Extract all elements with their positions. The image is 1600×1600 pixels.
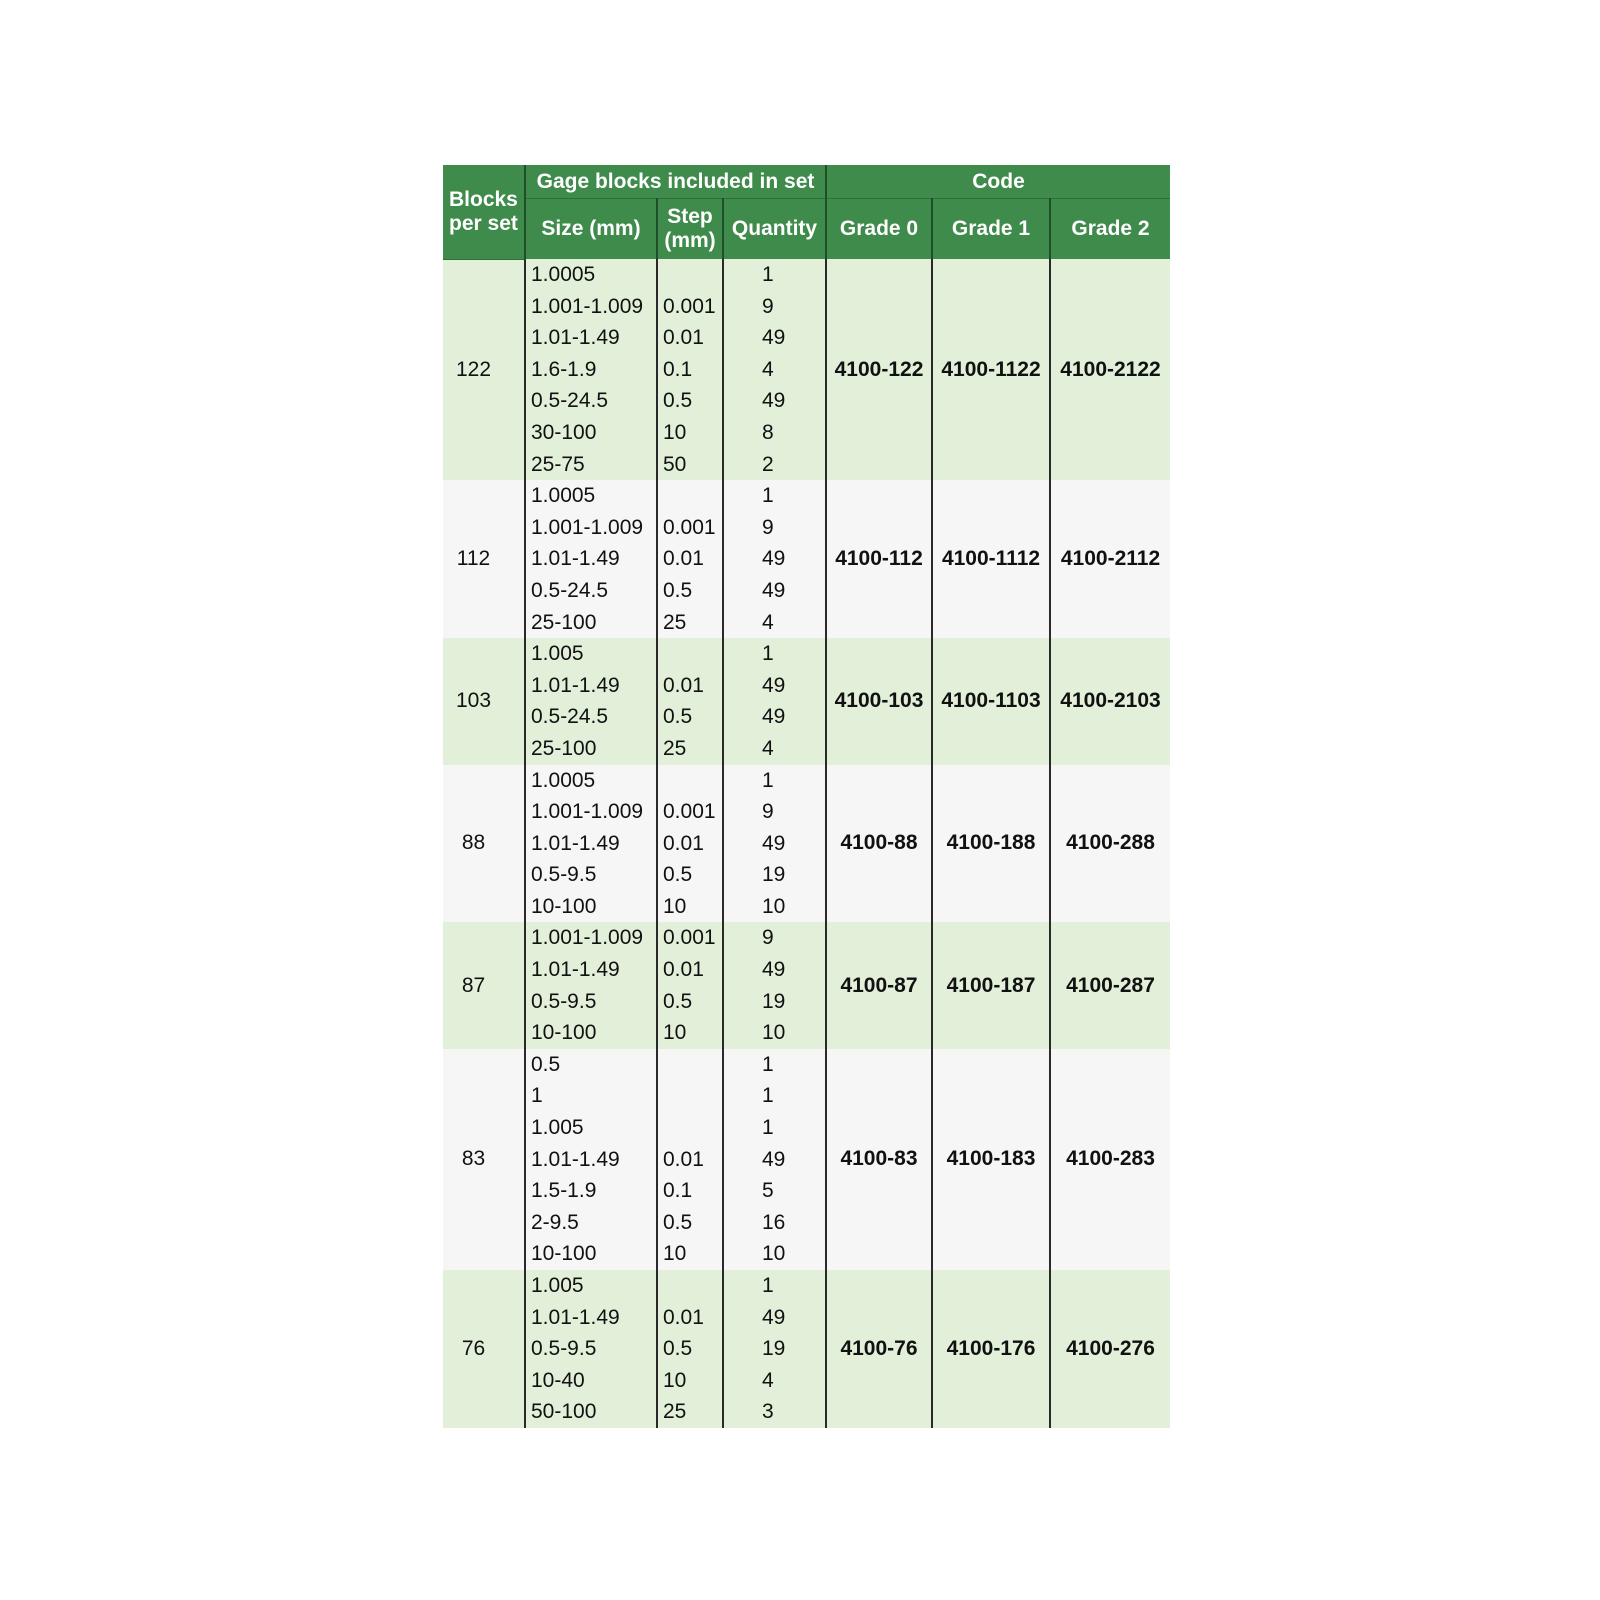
size-value: 1.01-1.49 — [531, 326, 620, 350]
quantity-value: 4 — [762, 1368, 774, 1392]
quantity-value: 49 — [762, 578, 786, 602]
step-value: 25 — [663, 1400, 687, 1424]
quantity-cell — [723, 765, 826, 923]
table-row — [443, 480, 1170, 638]
step-cell — [657, 1049, 723, 1270]
step-value: 10 — [663, 1242, 687, 1266]
quantity-value: 49 — [762, 673, 786, 697]
step-value: 0.5 — [663, 1210, 693, 1234]
quantity-value: 9 — [762, 800, 774, 824]
quantity-value: 8 — [762, 420, 774, 444]
size-value: 1 — [531, 1084, 543, 1108]
code-grade-0-cell: 4100-88 — [826, 765, 932, 923]
step-value: 0.01 — [663, 547, 704, 571]
size-value: 0.5-9.5 — [531, 863, 597, 887]
code-grade-0-cell: 4100-103 — [826, 638, 932, 764]
size-value: 1.005 — [531, 642, 584, 666]
size-value: 1.0005 — [531, 768, 596, 792]
quantity-cell — [723, 922, 826, 1048]
size-value: 1.005 — [531, 1116, 584, 1140]
quantity-value: 4 — [762, 736, 774, 760]
step-cell — [657, 922, 723, 1048]
code-grade-2-cell: 4100-2112 — [1050, 480, 1170, 638]
quantity-value: 4 — [762, 610, 774, 634]
code-grade-0-cell: 4100-83 — [826, 1049, 932, 1270]
quantity-value: 49 — [762, 326, 786, 350]
step-value — [663, 480, 722, 512]
blocks-per-set-cell: 112 — [443, 480, 525, 638]
step-cell — [657, 638, 723, 764]
step-value — [663, 1112, 722, 1144]
code-grade-2-cell: 4100-2122 — [1050, 259, 1170, 480]
size-value: 1.001-1.009 — [531, 800, 644, 824]
step-value: 0.01 — [663, 326, 704, 350]
step-value: 0.1 — [663, 1179, 693, 1203]
step-value: 0.001 — [663, 800, 716, 824]
step-cell — [657, 259, 723, 480]
code-grade-2-cell: 4100-288 — [1050, 765, 1170, 923]
size-value: 25-100 — [531, 736, 597, 760]
step-value: 0.01 — [663, 1147, 704, 1171]
size-value: 1.001-1.009 — [531, 294, 644, 318]
quantity-value: 1 — [762, 768, 774, 792]
size-value: 1.0005 — [531, 484, 596, 508]
size-value: 0.5-24.5 — [531, 389, 609, 413]
table-body — [443, 259, 1170, 1428]
size-value: 0.5-9.5 — [531, 989, 597, 1013]
quantity-cell — [723, 1049, 826, 1270]
quantity-value: 19 — [762, 863, 786, 887]
step-value: 10 — [663, 1368, 687, 1392]
step-value: 0.01 — [663, 958, 704, 982]
size-value: 10-40 — [531, 1368, 585, 1392]
step-value — [663, 259, 722, 291]
quantity-cell — [723, 638, 826, 764]
step-value: 0.001 — [663, 515, 716, 539]
size-value: 1.001-1.009 — [531, 926, 644, 950]
step-value: 0.01 — [663, 673, 704, 697]
quantity-value: 4 — [762, 357, 774, 381]
step-value — [663, 1080, 722, 1112]
size-value: 1.01-1.49 — [531, 673, 620, 697]
step-value: 0.001 — [663, 294, 716, 318]
code-grade-1-cell: 4100-1122 — [932, 259, 1050, 480]
quantity-value: 1 — [762, 642, 774, 666]
header-grade-1: Grade 1 — [932, 199, 1050, 260]
code-grade-1-cell: 4100-1112 — [932, 480, 1050, 638]
size-cell — [525, 480, 657, 638]
code-grade-1-cell: 4100-183 — [932, 1049, 1050, 1270]
header-grade-0: Grade 0 — [826, 199, 932, 260]
size-cell — [525, 1049, 657, 1270]
size-value: 25-100 — [531, 610, 597, 634]
step-value: 0.5 — [663, 389, 693, 413]
quantity-value: 1 — [762, 1116, 774, 1140]
code-grade-1-cell: 4100-187 — [932, 922, 1050, 1048]
size-cell — [525, 922, 657, 1048]
header-grade-2: Grade 2 — [1050, 199, 1170, 260]
quantity-value: 49 — [762, 831, 786, 855]
table-row — [443, 1049, 1170, 1270]
header-blocks-per-set: Blocks per set — [443, 165, 525, 259]
blocks-per-set-cell: 122 — [443, 259, 525, 480]
step-value: 0.01 — [663, 1305, 704, 1329]
size-value: 25-75 — [531, 452, 585, 476]
size-value: 1.0005 — [531, 263, 596, 286]
step-value: 0.5 — [663, 989, 693, 1013]
header-size: Size (mm) — [525, 199, 657, 260]
header-quantity: Quantity — [723, 199, 826, 260]
code-grade-2-cell: 4100-276 — [1050, 1270, 1170, 1428]
size-value: 0.5 — [531, 1052, 561, 1076]
quantity-value: 49 — [762, 705, 786, 729]
size-value: 1.01-1.49 — [531, 1305, 620, 1329]
size-value: 0.5-24.5 — [531, 705, 609, 729]
quantity-cell — [723, 480, 826, 638]
table-row — [443, 638, 1170, 764]
quantity-value: 1 — [762, 484, 774, 508]
size-value: 50-100 — [531, 1400, 597, 1424]
quantity-value: 9 — [762, 515, 774, 539]
size-cell — [525, 638, 657, 764]
quantity-value: 1 — [762, 1274, 774, 1297]
step-cell — [657, 480, 723, 638]
step-value: 25 — [663, 610, 687, 634]
size-value: 1.01-1.49 — [531, 958, 620, 982]
blocks-per-set-cell: 87 — [443, 922, 525, 1048]
size-value: 0.5-9.5 — [531, 1337, 597, 1361]
step-value — [663, 765, 722, 797]
code-grade-0-cell: 4100-87 — [826, 922, 932, 1048]
step-value: 50 — [663, 452, 687, 476]
quantity-value: 49 — [762, 958, 786, 982]
quantity-value: 9 — [762, 294, 774, 318]
code-grade-1-cell: 4100-188 — [932, 765, 1050, 923]
step-value — [663, 1049, 722, 1081]
quantity-value: 1 — [762, 263, 774, 286]
step-value: 10 — [663, 420, 687, 444]
quantity-value: 10 — [762, 1242, 786, 1266]
size-value: 1.001-1.009 — [531, 515, 644, 539]
size-value: 1.005 — [531, 1274, 584, 1297]
step-value: 0.5 — [663, 705, 693, 729]
size-value: 1.01-1.49 — [531, 831, 620, 855]
header-gage-blocks-included: Gage blocks included in set — [525, 165, 826, 199]
code-grade-0-cell: 4100-122 — [826, 259, 932, 480]
quantity-value: 49 — [762, 547, 786, 571]
size-value: 1.5-1.9 — [531, 1179, 597, 1203]
quantity-cell — [723, 259, 826, 480]
step-value: 0.01 — [663, 831, 704, 855]
code-grade-0-cell: 4100-76 — [826, 1270, 932, 1428]
step-value: 0.1 — [663, 357, 693, 381]
code-grade-2-cell: 4100-287 — [1050, 922, 1170, 1048]
quantity-value: 1 — [762, 1052, 774, 1076]
step-value — [663, 638, 722, 670]
size-value: 10-100 — [531, 894, 597, 918]
blocks-per-set-cell: 88 — [443, 765, 525, 923]
size-value: 10-100 — [531, 1242, 597, 1266]
gage-block-sets-table — [443, 165, 1170, 1428]
step-value — [663, 1270, 722, 1302]
blocks-per-set-cell: 83 — [443, 1049, 525, 1270]
quantity-value: 10 — [762, 1021, 786, 1045]
code-grade-2-cell: 4100-283 — [1050, 1049, 1170, 1270]
size-value: 1.6-1.9 — [531, 357, 597, 381]
blocks-per-set-cell: 76 — [443, 1270, 525, 1428]
size-value: 0.5-24.5 — [531, 578, 609, 602]
table-row — [443, 922, 1170, 1048]
header-code: Code — [826, 165, 1170, 199]
step-value: 10 — [663, 894, 687, 918]
step-value: 0.5 — [663, 1337, 693, 1361]
quantity-value: 49 — [762, 1147, 786, 1171]
size-value: 2-9.5 — [531, 1210, 579, 1234]
step-value: 0.001 — [663, 926, 716, 950]
table-row — [443, 259, 1170, 480]
size-value: 1.01-1.49 — [531, 1147, 620, 1171]
step-cell — [657, 1270, 723, 1428]
size-cell — [525, 1270, 657, 1428]
step-value: 25 — [663, 736, 687, 760]
quantity-value: 49 — [762, 1305, 786, 1329]
table-row — [443, 1270, 1170, 1428]
quantity-value: 9 — [762, 926, 774, 950]
code-grade-2-cell: 4100-2103 — [1050, 638, 1170, 764]
code-grade-1-cell: 4100-176 — [932, 1270, 1050, 1428]
size-value: 1.01-1.49 — [531, 547, 620, 571]
code-grade-0-cell: 4100-112 — [826, 480, 932, 638]
code-grade-1-cell: 4100-1103 — [932, 638, 1050, 764]
header-step: Step (mm) — [657, 199, 723, 260]
quantity-value: 19 — [762, 989, 786, 1013]
size-cell — [525, 765, 657, 923]
quantity-value: 5 — [762, 1179, 774, 1203]
size-cell — [525, 259, 657, 480]
step-value: 10 — [663, 1021, 687, 1045]
size-value: 10-100 — [531, 1021, 597, 1045]
step-value: 0.5 — [663, 863, 693, 887]
quantity-value: 2 — [762, 452, 774, 476]
step-value: 0.5 — [663, 578, 693, 602]
quantity-value: 19 — [762, 1337, 786, 1361]
step-cell — [657, 765, 723, 923]
blocks-per-set-cell: 103 — [443, 638, 525, 764]
quantity-value: 16 — [762, 1210, 786, 1234]
table-row — [443, 765, 1170, 923]
quantity-value: 3 — [762, 1400, 774, 1424]
quantity-value: 1 — [762, 1084, 774, 1108]
quantity-value: 49 — [762, 389, 786, 413]
quantity-cell — [723, 1270, 826, 1428]
quantity-value: 10 — [762, 894, 786, 918]
size-value: 30-100 — [531, 420, 597, 444]
